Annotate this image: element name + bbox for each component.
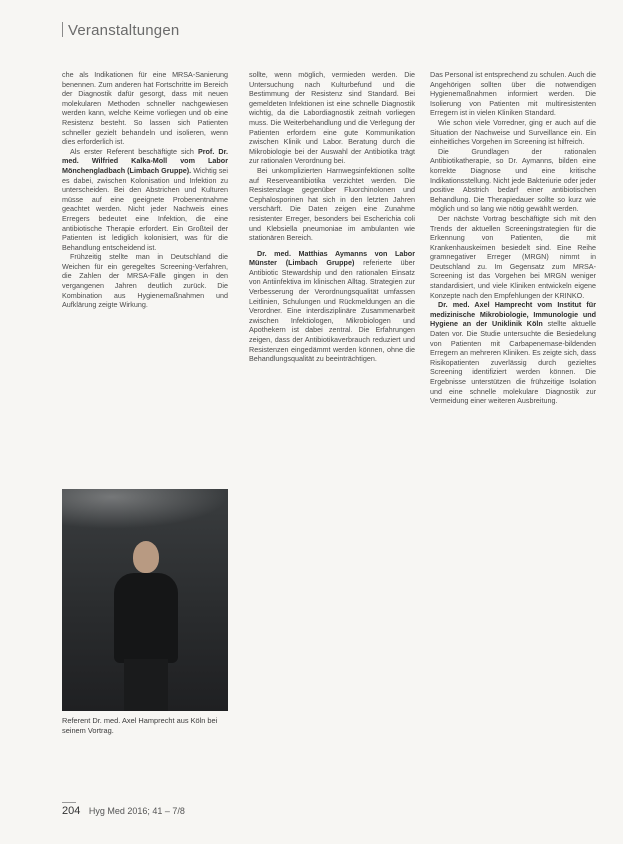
text-run: stellte aktuelle Daten vor. Die Studie untersuchte die Besiedelung von Patienten mit Carbapenemase-bildenden Erregern an mehreren Kliniken. Es zeigte sich, dass Risikopatienten zuverlässig durch gezieltes Screening identifiziert werden können. Die Ergebnisse unterstützen die frühzeitige Isolation und eine schnelle molekulare Diagnostik zur Vermeidung einer weiteren Ausbreitung. xyxy=(430,319,597,406)
photo-speaker-legs xyxy=(124,659,168,711)
page-number: 204 xyxy=(62,805,81,817)
photo-stage-light xyxy=(62,489,228,529)
paragraph: Frühzeitig stellte man in Deutschland die Weichen für ein geregeltes Screening-Verfahren, die Zahlen der MRSA-Fälle gingen in den vergangenen Jahren deutlich zurück. Die Kombination aus Hygienemaßnahmen und Aufklärung zeigte Wirkung. xyxy=(62,252,228,310)
paragraph: che als Indikationen für eine MRSA-Sanierung benennen. Zum anderen hat Fortschritte im Bereich der Diagnostik dafür gesorgt, dass mit neuen molekularen Methoden schneller nachgewiesen werden kann, welche Keime vorliegen und ob eine Resistenz besteht. So lassen sich Patienten schneller gezielt behandeln und isolieren, wenn dies erforderlich ist. xyxy=(62,70,228,147)
text-column-3 xyxy=(430,70,596,406)
paragraph: Das Personal ist entsprechend zu schulen. Auch die Angehörigen sollten über die notwendigen Hygienemaßnahmen informiert werden. Die Isolierung von Patienten mit multiresistenten Erregern ist in vielen Kliniken Standard. xyxy=(430,70,596,118)
text-run: Wichtig sei es dabei, zwischen Kolonisation und Infektion zu unterscheiden. Bei den Abstrichen und Kulturen müsse auf eine geeignete Probenentnahme geachtet werden. Nicht jeder Nachweis eines Erregers bedeutet eine Infektion, die eine antibiotische Therapie erfordert. Ein Großteil der Patienten ist lediglich kolonisiert, was für die Behandlung entscheidend ist. xyxy=(62,165,229,252)
paragraph xyxy=(430,300,596,406)
paragraph: sollte, wenn möglich, vermieden werden. Die Untersuchung nach Kulturbefund und die Bestimmung der Resistenz sind Standard. Bei gemeldeten Infektionen ist eine schnelle Diagnostik wichtig, da die Labordiagnostik zeitnah vorliegen muss. Die Weiterbehandlung und die Verlegung der Patienten erfordern eine gute Kommunikation zwischen Klinik und Labor. Beratung durch die Mikrobiologie bei der Auswahl der Antibiotika trägt zur rationalen Verordnung bei. xyxy=(249,70,415,166)
page-footer xyxy=(62,805,185,817)
speaker-photo xyxy=(62,489,228,711)
section-divider xyxy=(62,22,63,37)
footer-rule xyxy=(62,802,76,803)
paragraph: Der nächste Vortrag beschäftigte sich mit den Trends der aktuellen Screeningstrategien für die Erkennung von Patienten, die mit Krankenhauskeimen besiedelt sind. Eine Reihe gramnegativer Erreger (MRGN) nimmt in Deutschland zu. Im Gegensatz zum MRSA-Screening ist das Vorgehen bei MRGN weniger standardisiert, und viele Kliniken entwickeln eigene Konzepte nach den Empfehlungen der KRINKO. xyxy=(430,213,596,300)
photo-speaker-head xyxy=(133,541,159,573)
paragraph xyxy=(249,249,415,364)
journal-citation: Hyg Med 2016; 41 – 7/8 xyxy=(88,806,185,816)
section-title: Veranstaltungen xyxy=(68,22,180,39)
paragraph: Die Grundlagen der rationalen Antibiotikatherapie, so Dr. Aymanns, bilden eine korrekte Diagnose und eine kritische Indikationsstellung. Nicht jede Bakteriurie oder jeder positive Abstrich bedarf einer antibiotischen Behandlung. Die Therapiedauer sollte so kurz wie möglich und so lang wie nötig gewählt werden. xyxy=(430,146,596,214)
speaker-name: Prof. Dr. med. Wilfried Kalka-Moll vom Labor Mönchengladbach (Limbach Gruppe). xyxy=(62,146,228,175)
text-column-2 xyxy=(249,70,415,364)
paragraph: Bei unkomplizierten Harnwegsinfektionen sollte auf Reserveantibiotika verzichtet werden. Die Resistenzlage gegenüber Fluorchinolonen und Cephalosporinen hat sich in den letzten Jahren verschärft. Die Daten zeigen eine Zunahme resistenter Erreger, besonders bei Escherichia coli und Klebsiella pneumoniae im ambulanten wie stationären Bereich. xyxy=(249,165,415,243)
speaker-name: Dr. med. Matthias Aymanns von Labor Münster (Limbach Gruppe) xyxy=(249,248,415,268)
text-run: Als erster Referent beschäftigte sich xyxy=(70,146,194,156)
text-column-1 xyxy=(62,70,228,310)
section-header xyxy=(62,22,179,39)
paragraph: Wie schon viele Vorredner, ging er auch auf die Situation der Nachweise und Surveillance ein. Ein einheitliches Vorgehen im Screening ist hilfreich. xyxy=(430,117,596,147)
photo-caption: Referent Dr. med. Axel Hamprecht aus Köln bei seinem Vortrag. xyxy=(62,716,218,735)
photo-speaker-body xyxy=(114,573,178,663)
speaker-name: Dr. med. Axel Hamprecht vom Institut für medizinische Mikrobiologie, Immunologie und Hygiene an der Uniklinik Köln xyxy=(430,300,596,329)
text-run: referierte über Antibiotic Stewardship und den rationalen Einsatz von Antiinfektiva im klinischen Alltag. Strategien zur Verbesserung der Verordnungsqualität umfassen Leitlinien, Schulungen und Rückmeldungen an die Verordner. Eine interdisziplinäre Zusammenarbeit zwischen Infektiologen, Mikrobiologen und Apothekern ist dabei zentral. Die Erfahrungen zeigen, dass der Antibiotikaverbrauch reduziert und Resistenzen eingedämmt werden können, ohne die Behandlungsqualität zu beeinträchtigen. xyxy=(249,258,415,364)
paragraph xyxy=(62,147,228,253)
